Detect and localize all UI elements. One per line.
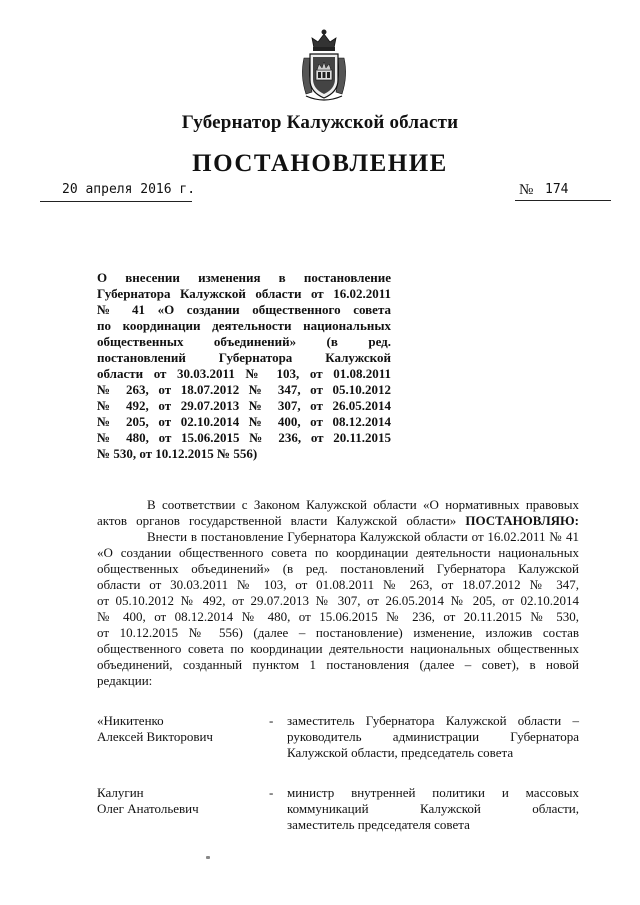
subject-line: № 480, от 15.06.2015 № 236, от 20.11.2015 [97, 430, 391, 445]
member-position-line: министр внутренней политики и массовых [287, 785, 579, 800]
member-dash: - [269, 713, 274, 728]
preamble-line: В соответствии с Законом Калужской области «О нормативных правовых [147, 497, 579, 512]
subject-line: области от 30.03.2011 № 103, от 01.08.2011 [97, 366, 391, 381]
subject-line: № 205, от 02.10.2014 № 400, от 08.12.2014 [97, 414, 391, 429]
preamble-line [97, 513, 579, 529]
member-position-line: коммуникаций Калужской области, [287, 801, 579, 816]
subject-line: № 530, от 10.12.2015 № 556) [97, 446, 258, 461]
member-name-line: Алексей Викторович [97, 729, 213, 744]
document-body [97, 497, 579, 689]
member-name-line: Олег Анатольевич [97, 801, 199, 816]
document-date: 20 апреля 2016 г. [62, 182, 196, 197]
subject-line: № 263, от 18.07.2012 № 347, от 05.10.2012 [97, 382, 391, 397]
subject-line: № 492, от 29.07.2013 № 307, от 26.05.2014 [97, 398, 391, 413]
member-name [97, 713, 257, 745]
member-name-line: «Никитенко [97, 713, 164, 728]
body-line: № 400, от 08.12.2014 № 480, от 15.06.2015 № 236, от 20.11.2015 № 530, [97, 609, 579, 624]
decree-keyword: ПОСТАНОВЛЯЮ: [465, 513, 580, 528]
date-underline [40, 201, 192, 202]
subject-line: постановлений Губернатора Калужской [97, 350, 391, 365]
authority-title: Губернатор Калужской области [181, 112, 459, 133]
body-line: области от 30.03.2011 № 103, от 01.08.2011 № 263, от 18.07.2012 № 347, [97, 577, 579, 592]
member-position-line: руководитель администрации Губернатора [287, 729, 579, 744]
document-type-title: ПОСТАНОВЛЕНИЕ [192, 150, 448, 177]
member-position-line: заместитель председателя совета [287, 817, 470, 832]
document-number: 174 [545, 182, 569, 197]
number-underline [515, 200, 611, 201]
scan-artifact [206, 856, 210, 859]
subject-line: по координации деятельности национальных [97, 318, 391, 333]
member-dash: - [269, 785, 274, 800]
preamble-text: актов органов государственной власти Калужской области» [97, 513, 457, 528]
member-name-line: Калугин [97, 785, 144, 800]
subject-line: О внесении изменения в постановление [97, 270, 391, 285]
body-line: общественного совета по координации деятельности национальных общественных [97, 641, 579, 656]
body-line: общественных объединений» (в ред. постановлений Губернатора Калужской [97, 561, 579, 576]
member-position [287, 713, 579, 761]
subject-line: № 41 «О создании общественного совета [97, 302, 391, 317]
body-line: Внести в постановление Губернатора Калужской области от 16.02.2011 № 41 [147, 529, 579, 544]
number-sign: № [519, 182, 534, 198]
coat-of-arms-emblem [298, 28, 350, 104]
subject-line: общественных объединений» (в ред. [97, 334, 391, 349]
document-subject [97, 270, 391, 462]
subject-line: Губернатора Калужской области от 16.02.2011 [97, 286, 391, 301]
body-line: «О создании общественного совета по координации деятельности национальных [97, 545, 579, 560]
member-position [287, 785, 579, 833]
body-line: объединений, созданный пунктом 1 постановления (далее – совет), в новой [97, 657, 579, 672]
member-position-line: Калужской области, председатель совета [287, 745, 514, 760]
member-position-line: заместитель Губернатора Калужской области – [287, 713, 579, 728]
body-line: от 05.10.2012 № 492, от 29.07.2013 № 307, от 26.05.2014 № 205, от 02.10.2014 [97, 593, 579, 608]
body-line: от 10.12.2015 № 556) (далее – постановление) изменение, изложив состав [97, 625, 579, 640]
member-name [97, 785, 257, 817]
body-line: редакции: [97, 673, 153, 688]
